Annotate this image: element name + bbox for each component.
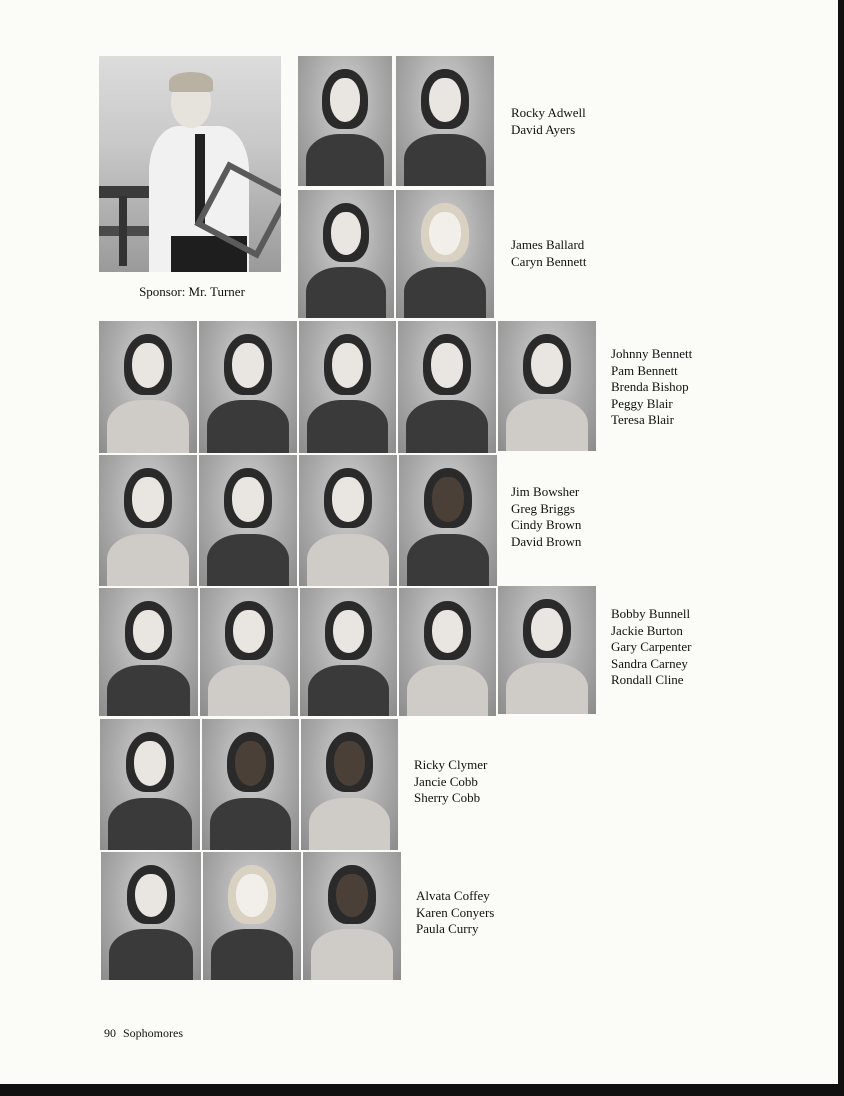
student-photo <box>200 588 298 716</box>
student-photo <box>396 190 494 318</box>
name-list <box>511 105 586 138</box>
name-list <box>414 757 487 807</box>
student-photo <box>299 321 396 453</box>
student-name: Bobby Bunnell <box>611 606 691 621</box>
student-photo <box>100 719 200 850</box>
student-photo <box>399 588 496 716</box>
student-name: David Brown <box>511 533 582 549</box>
student-name: Jim Bowsher <box>511 484 580 499</box>
student-name: Rocky Adwell <box>511 105 586 120</box>
student-photo <box>398 321 496 453</box>
student-photo <box>498 586 596 714</box>
student-photo <box>498 321 596 451</box>
student-name: Jackie Burton <box>611 622 683 638</box>
student-name: Sandra Carney <box>611 655 688 671</box>
student-name: Paula Curry <box>416 921 479 937</box>
student-name: Pam Bennett <box>611 362 678 378</box>
student-name: Caryn Bennett <box>511 253 587 269</box>
student-name: James Ballard <box>511 237 585 252</box>
student-name: Cindy Brown <box>511 517 582 533</box>
student-photo <box>399 455 497 586</box>
student-photo <box>199 321 297 453</box>
section-title: Sophomores <box>123 1026 183 1040</box>
student-name: Greg Briggs <box>511 500 575 516</box>
name-list <box>511 484 581 550</box>
student-name: Jancie Cobb <box>414 773 478 789</box>
student-name: David Ayers <box>511 121 576 137</box>
student-name: Teresa Blair <box>611 412 674 428</box>
student-name: Karen Conyers <box>416 904 495 920</box>
sponsor-photo <box>99 56 281 272</box>
student-name: Brenda Bishop <box>611 379 689 395</box>
student-photo <box>99 455 197 586</box>
student-photo <box>202 719 299 850</box>
student-photo <box>298 190 394 318</box>
student-photo <box>199 455 297 586</box>
student-photo <box>396 56 494 186</box>
student-name: Rondall Cline <box>611 672 684 688</box>
student-name: Johnny Bennett <box>611 346 693 361</box>
student-photo <box>303 852 401 980</box>
student-photo <box>99 321 197 453</box>
student-name: Gary Carpenter <box>611 639 692 655</box>
student-photo <box>298 56 392 186</box>
student-photo <box>101 852 201 980</box>
student-photo <box>299 455 397 586</box>
student-name: Sherry Cobb <box>414 790 481 806</box>
student-photo <box>203 852 301 980</box>
page-footer <box>104 1026 183 1041</box>
student-name: Ricky Clymer <box>414 757 488 772</box>
student-photo <box>301 719 398 850</box>
name-list <box>611 606 692 689</box>
sponsor-caption: Sponsor: Mr. Turner <box>139 284 245 299</box>
page-number: 90 <box>104 1026 116 1040</box>
name-list <box>611 346 692 429</box>
student-photo <box>300 588 397 716</box>
student-name: Peggy Blair <box>611 395 673 411</box>
student-photo <box>99 588 198 716</box>
student-name: Alvata Coffey <box>416 888 490 903</box>
name-list <box>511 237 586 270</box>
name-list <box>416 888 494 938</box>
